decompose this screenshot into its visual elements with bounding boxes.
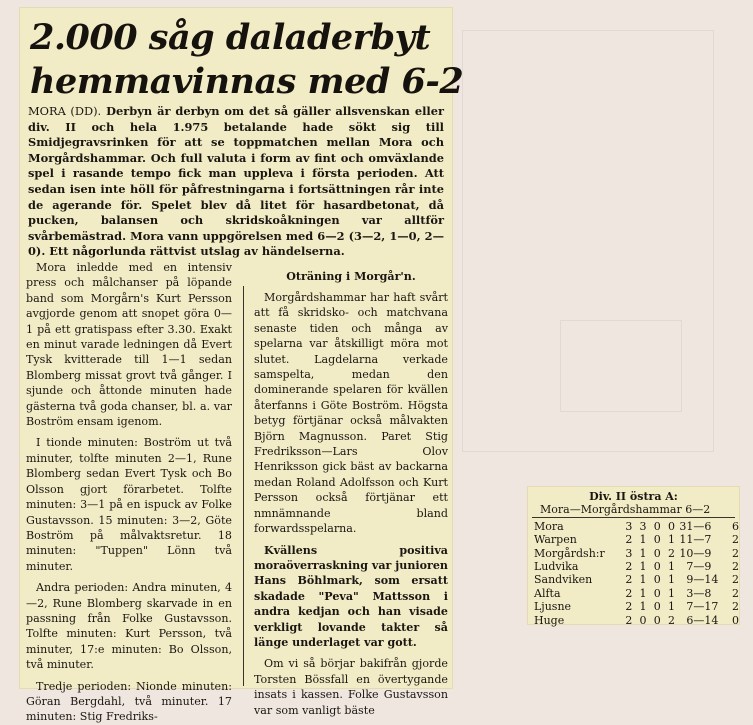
cell-pts: 0 xyxy=(732,613,739,627)
cell-ga: 14 xyxy=(704,573,719,587)
table-row xyxy=(534,614,739,627)
paragraph: Andra perioden: Andra minuten, 4—2, Rune Blomberg skarvade in en passning från Folke Gustavsson. Tolfte minuten: Kurt Persson, två minuter, 17:e minuten: Bo Olsson, två minuter. xyxy=(26,581,232,672)
cell-team: Morgårdsh:r xyxy=(534,546,605,560)
cell-team: Sandviken xyxy=(534,573,593,587)
table-row xyxy=(534,600,739,613)
cell-ga: 8 xyxy=(704,586,712,600)
cell-pts: 2 xyxy=(732,600,739,614)
cell-gp: 2 xyxy=(625,573,633,587)
cell-team: Ludvika xyxy=(534,560,579,574)
lead-text: Derbyn är derbyn om det så gäller allsvenskan eller div. II och hela 1.975 betalande hade sökt sig till Smidjegravsrinken för att se toppmatchen mellan Mora och Morgårdshammar. Och full valuta i form av fint och omväxlande spel i rasande tempo fick man uppleva i första perioden. Att sedan isen inte höll för påfrestningarna i fortsättningen rår inte de agerande för. Spelet blev då litet för hasardbetonat, då pucken, balansen och skridskoåkningen var alltför svårbemästrad. Mora vann uppgörelsen med 6—2 (3—2, 1—0, 2—0). Ett någorlunda rättvist utslag av händelserna. xyxy=(28,104,445,259)
newspaper-clipping xyxy=(20,8,464,724)
cell-d: 0 xyxy=(653,573,661,587)
cell-w: 1 xyxy=(639,546,647,560)
cell-l: 1 xyxy=(667,560,675,574)
cell-gf: 10— xyxy=(679,546,705,560)
cell-team: Huge xyxy=(534,613,565,627)
cell-ga: 9 xyxy=(704,560,712,574)
cell-d: 0 xyxy=(653,613,661,627)
table-row xyxy=(534,533,739,546)
cell-ga: 17 xyxy=(704,600,719,614)
standings-result: Mora—Morgårdshammar 6—2 xyxy=(532,503,735,517)
headline xyxy=(30,16,464,104)
cell-w: 1 xyxy=(639,573,647,587)
cell-gf: 3— xyxy=(686,586,705,600)
cell-l: 0 xyxy=(667,519,675,533)
cell-d: 0 xyxy=(653,546,661,560)
cell-pts: 2 xyxy=(732,533,739,547)
cell-l: 2 xyxy=(667,613,675,627)
cell-l: 1 xyxy=(667,586,675,600)
cell-gf: 31— xyxy=(679,519,705,533)
bleed-through-frame xyxy=(560,320,682,412)
paragraph: Mora inledde med en intensiv press och målchanser på löpande band som Morgårn's Kurt Persson avgjorde genom att snopet göra 0—1 på ett gratispass efter 3.30. Exakt en minut varade ledningen då Evert Tysk kvitterade till 1—1 sedan Blomberg missat grovt två gånger. I sjunde och åttonde minuten hade gästerna två goda chanser, bl. a. var Boström ensam igenom. xyxy=(26,261,232,429)
cell-team: Ljusne xyxy=(534,600,572,614)
cell-gf: 9— xyxy=(686,573,705,587)
cell-l: 1 xyxy=(667,533,675,547)
cell-gp: 3 xyxy=(625,519,633,533)
standings-clipping xyxy=(528,487,739,627)
table-row xyxy=(534,573,739,586)
paragraph: Tredje perioden: Nionde minuten: Göran Bergdahl, två minuter. 17 minuten: Stig Fredriks- xyxy=(26,679,232,724)
cell-gp: 3 xyxy=(625,546,633,560)
cell-pts: 2 xyxy=(732,586,739,600)
cell-l: 2 xyxy=(667,546,675,560)
table-row xyxy=(534,587,739,600)
column-left xyxy=(26,260,232,725)
cell-ga: 14 xyxy=(704,613,719,627)
table-row xyxy=(534,560,739,573)
headline-line-1: 2.000 såg daladerbyt xyxy=(30,17,431,58)
cell-w: 1 xyxy=(639,560,647,574)
cell-ga: 6 xyxy=(704,519,712,533)
cell-gp: 2 xyxy=(625,533,633,547)
cell-pts: 6 xyxy=(732,519,739,533)
cell-pts: 2 xyxy=(732,546,739,560)
cell-d: 0 xyxy=(653,519,661,533)
cell-gf: 11— xyxy=(679,533,705,547)
cell-gf: 6— xyxy=(686,613,705,627)
cell-pts: 2 xyxy=(732,560,739,574)
cell-gf: 7— xyxy=(686,560,705,574)
headline-line-2: hemmavinnas med 6-2 xyxy=(30,61,464,102)
cell-w: 3 xyxy=(639,519,647,533)
highlight-paragraph: Kvällens positiva moraöverraskning var junioren Hans Böhlmark, som ersatt skadade "Peva" Mattsson i andra kedjan och han visade verkligt lovande takter så länge underlaget var gott. xyxy=(254,543,448,649)
table-row xyxy=(534,520,739,533)
cell-d: 0 xyxy=(653,600,661,614)
paragraph: Morgårdshammar har haft svårt att få skridsko- och matchvana senaste tiden och många av spelarna var åtskilligt möra mot slutet. Lagdelarna verkade samspelta, medan den dominerande spelaren för kvällen återfanns i Göte Boström. Högsta betyg förtjänar också målvakten Björn Magnusson. Paret Stig Fredriksson—Lars Olov Henriksson gick bäst av backarna medan Roland Adolfsson och Kurt Persson också förtjänar ett nmnämnande bland forwardsspelarna. xyxy=(254,291,448,536)
cell-gf: 7— xyxy=(686,600,705,614)
lead-paragraph xyxy=(28,104,444,260)
paragraph: I tionde minuten: Boström ut två minuter, tolfte minuten 2—1, Rune Blomberg sedan Evert Tysk och Bo Olsson gjort förarbetet. Tolfte minuten: 3—1 på en ispuck av Folke Gustavsson. 15 minuten: 3—2, Göte Boström på målvaktsretur. 18 minuten: "Tuppen" Lönn två minuter. xyxy=(26,436,232,573)
cell-d: 0 xyxy=(653,560,661,574)
subheading: Oträning i Morgår'n. xyxy=(286,270,416,283)
cell-w: 1 xyxy=(639,586,647,600)
column-right xyxy=(254,290,448,718)
cell-w: 1 xyxy=(639,533,647,547)
cell-d: 0 xyxy=(653,586,661,600)
cell-gp: 2 xyxy=(625,586,633,600)
cell-gp: 2 xyxy=(625,560,633,574)
cell-w: 0 xyxy=(639,613,647,627)
cell-gp: 2 xyxy=(625,600,633,614)
cell-l: 1 xyxy=(667,600,675,614)
cell-d: 0 xyxy=(653,533,661,547)
cell-ga: 9 xyxy=(704,546,712,560)
cell-team: Alfta xyxy=(534,586,561,600)
paragraph: Om vi så börjar bakifrån gjorde Torsten Bössfall en övertygande insats i kassen. Folke Gustavsson var som vanligt bäste xyxy=(254,657,448,717)
cell-w: 1 xyxy=(639,600,647,614)
standings-table xyxy=(534,520,739,627)
cell-team: Warpen xyxy=(534,533,577,547)
dateline: MORA (DD). xyxy=(28,104,102,118)
column-divider xyxy=(243,286,244,686)
cell-ga: 7 xyxy=(704,533,712,547)
cell-l: 1 xyxy=(667,573,675,587)
table-row xyxy=(534,547,739,560)
cell-team: Mora xyxy=(534,519,564,533)
standings-title: Div. II östra A: xyxy=(589,490,678,503)
cell-gp: 2 xyxy=(625,613,633,627)
cell-pts: 2 xyxy=(732,573,739,587)
